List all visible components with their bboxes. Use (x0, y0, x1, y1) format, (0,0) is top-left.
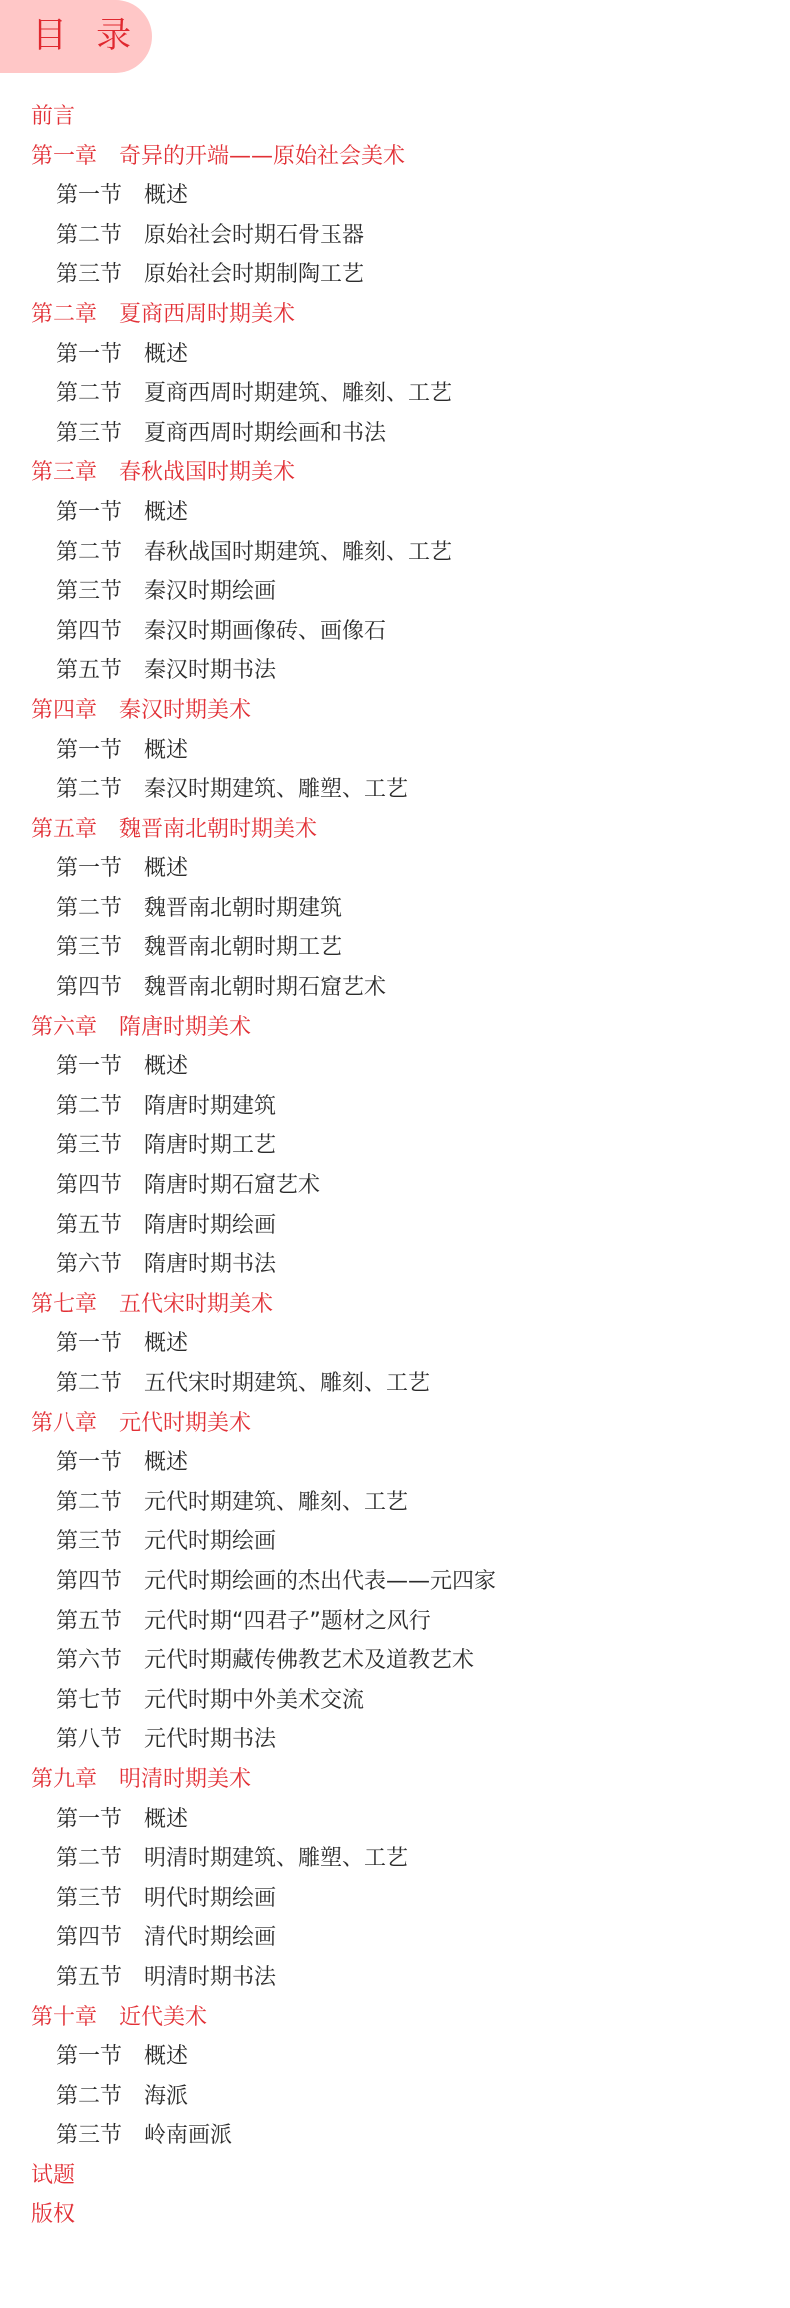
section-number: 第三节 (56, 1885, 123, 1911)
toc-section-link[interactable] (0, 1720, 790, 1760)
chapter-title: 明清时期美术 (119, 1766, 252, 1792)
chapter-title: 夏商西周时期美术 (119, 301, 296, 327)
section-title: 明代时期绘画 (144, 1885, 277, 1911)
toc-chapter-link[interactable] (0, 137, 790, 177)
toc-section-link[interactable] (0, 1047, 790, 1087)
chapter-title: 魏晋南北朝时期美术 (119, 816, 318, 842)
toc-section-link[interactable] (0, 572, 790, 612)
section-number: 第二节 (56, 539, 123, 565)
section-number: 第一节 (56, 856, 123, 882)
chapter-title: 奇异的开端——原始社会美术 (119, 143, 406, 169)
toc-section-link[interactable] (0, 889, 790, 929)
section-title: 概述 (144, 1331, 189, 1357)
toc-section-link[interactable] (0, 1245, 790, 1285)
section-title: 元代时期“四君子”题材之风行 (144, 1608, 431, 1634)
section-title: 元代时期书法 (144, 1727, 277, 1753)
toc-section-link[interactable] (0, 1364, 790, 1404)
toc-section-link[interactable] (0, 1918, 790, 1958)
toc-chapter-link[interactable] (0, 1008, 790, 1048)
section-number: 第一节 (56, 183, 123, 209)
section-number: 第三节 (56, 1529, 123, 1555)
toc-section-link[interactable] (0, 731, 790, 771)
toc-link-front-matter[interactable] (0, 2156, 790, 2196)
section-number: 第一节 (56, 737, 123, 763)
toc-section-link[interactable] (0, 1958, 790, 1998)
section-number: 第六节 (56, 1252, 123, 1278)
toc-section-link[interactable] (0, 2077, 790, 2117)
toc-section-link[interactable] (0, 1800, 790, 1840)
toc-list (0, 97, 790, 2235)
chapter-number: 第七章 (31, 1291, 98, 1317)
section-title: 概述 (144, 1054, 189, 1080)
toc-section-link[interactable] (0, 255, 790, 295)
toc-section-link[interactable] (0, 1166, 790, 1206)
toc-chapter-link[interactable] (0, 1998, 790, 2038)
section-title: 元代时期绘画 (144, 1529, 277, 1555)
toc-section-link[interactable] (0, 612, 790, 652)
chapter-number: 第三章 (31, 460, 98, 486)
toc-chapter-link[interactable] (0, 1285, 790, 1325)
section-title: 概述 (144, 1450, 189, 1476)
section-title: 秦汉时期建筑、雕塑、工艺 (144, 777, 409, 803)
toc-section-link[interactable] (0, 533, 790, 573)
section-number: 第一节 (56, 1331, 123, 1357)
chapter-title: 秦汉时期美术 (119, 697, 252, 723)
toc-section-link[interactable] (0, 1681, 790, 1721)
toc-section-link[interactable] (0, 176, 790, 216)
section-title: 概述 (144, 183, 189, 209)
section-number: 第三节 (56, 420, 123, 446)
section-title: 隋唐时期工艺 (144, 1133, 277, 1159)
chapter-number: 第四章 (31, 697, 98, 723)
toc-entry-title: 试题 (31, 2162, 76, 2188)
section-title: 海派 (144, 2083, 189, 2109)
section-title: 魏晋南北朝时期工艺 (144, 935, 343, 961)
section-title: 概述 (144, 737, 189, 763)
section-number: 第二节 (56, 1489, 123, 1515)
section-number: 第二节 (56, 895, 123, 921)
toc-section-link[interactable] (0, 414, 790, 454)
toc-section-link[interactable] (0, 2037, 790, 2077)
section-title: 秦汉时期画像砖、画像石 (144, 618, 387, 644)
toc-chapter-link[interactable] (0, 1404, 790, 1444)
chapter-number: 第六章 (31, 1014, 98, 1040)
toc-chapter-link[interactable] (0, 1760, 790, 1800)
section-title: 原始社会时期制陶工艺 (144, 262, 365, 288)
toc-section-link[interactable] (0, 335, 790, 375)
section-title: 隋唐时期绘画 (144, 1212, 277, 1238)
section-number: 第一节 (56, 341, 123, 367)
toc-chapter-link[interactable] (0, 295, 790, 335)
toc-entry-title: 前言 (31, 104, 76, 129)
section-number: 第三节 (56, 1133, 123, 1159)
toc-section-link[interactable] (0, 2116, 790, 2156)
toc-section-link[interactable] (0, 651, 790, 691)
section-title: 魏晋南北朝时期建筑 (144, 895, 343, 921)
toc-chapter-link[interactable] (0, 691, 790, 731)
section-number: 第五节 (56, 1212, 123, 1238)
section-number: 第二节 (56, 381, 123, 407)
section-number: 第一节 (56, 2044, 123, 2070)
section-number: 第四节 (56, 618, 123, 644)
section-title: 隋唐时期石窟艺术 (144, 1173, 321, 1199)
toc-section-link[interactable] (0, 1126, 790, 1166)
section-number: 第七节 (56, 1687, 123, 1713)
section-title: 明清时期建筑、雕塑、工艺 (144, 1846, 409, 1872)
chapter-number: 第八章 (31, 1410, 98, 1436)
section-title: 明清时期书法 (144, 1964, 277, 1990)
section-number: 第三节 (56, 2123, 123, 2149)
toc-chapter-link[interactable] (0, 810, 790, 850)
section-title: 元代时期中外美术交流 (144, 1687, 365, 1713)
section-number: 第一节 (56, 1054, 123, 1080)
section-number: 第一节 (56, 499, 123, 525)
toc-section-link[interactable] (0, 1602, 790, 1642)
toc-section-link[interactable] (0, 770, 790, 810)
section-number: 第二节 (56, 777, 123, 803)
section-number: 第一节 (56, 1806, 123, 1832)
section-number: 第二节 (56, 1371, 123, 1396)
section-number: 第一节 (56, 1450, 123, 1476)
toc-title: 目 录 (32, 16, 141, 56)
section-number: 第二节 (56, 1093, 123, 1119)
section-title: 元代时期藏传佛教艺术及道教艺术 (144, 1648, 475, 1674)
section-number: 第五节 (56, 1964, 123, 1990)
section-title: 概述 (144, 341, 189, 367)
toc-section-link[interactable] (0, 1206, 790, 1246)
section-title: 五代宋时期建筑、雕刻、工艺 (144, 1371, 431, 1396)
section-title: 隋唐时期书法 (144, 1252, 277, 1278)
section-title: 隋唐时期建筑 (144, 1093, 277, 1119)
section-title: 秦汉时期绘画 (144, 579, 277, 605)
toc-section-link[interactable] (0, 1087, 790, 1127)
toc-section-link[interactable] (0, 1483, 790, 1523)
chapter-title: 隋唐时期美术 (119, 1014, 252, 1040)
section-number: 第三节 (56, 579, 123, 605)
chapter-number: 第一章 (31, 143, 98, 169)
chapter-number: 第二章 (31, 301, 98, 327)
section-title: 魏晋南北朝时期石窟艺术 (144, 975, 387, 1001)
section-title: 清代时期绘画 (144, 1925, 277, 1951)
section-title: 夏商西周时期绘画和书法 (144, 420, 387, 446)
section-number: 第三节 (56, 935, 123, 961)
chapter-title: 元代时期美术 (119, 1410, 252, 1436)
section-title: 概述 (144, 499, 189, 525)
toc-section-link[interactable] (0, 1879, 790, 1919)
toc-section-link[interactable] (0, 968, 790, 1008)
toc-section-link[interactable] (0, 928, 790, 968)
toc-section-link[interactable] (0, 1522, 790, 1562)
chapter-number: 第五章 (31, 816, 98, 842)
toc-section-link[interactable] (0, 1641, 790, 1681)
chapter-title: 五代宋时期美术 (119, 1291, 274, 1317)
section-title: 概述 (144, 1806, 189, 1832)
toc-section-link[interactable] (0, 1839, 790, 1879)
section-title: 概述 (144, 2044, 189, 2070)
section-number: 第六节 (56, 1648, 123, 1674)
toc-section-link[interactable] (0, 1562, 790, 1602)
section-number: 第二节 (56, 222, 123, 248)
section-number: 第四节 (56, 975, 123, 1001)
toc-entry-title: 版权 (31, 2202, 76, 2228)
chapter-title: 近代美术 (119, 2004, 208, 2030)
chapter-number: 第九章 (31, 1766, 98, 1792)
chapter-title: 春秋战国时期美术 (119, 460, 296, 486)
section-title: 原始社会时期石骨玉器 (144, 222, 365, 248)
section-title: 元代时期绘画的杰出代表——元四家 (144, 1568, 497, 1594)
toc-section-link[interactable] (0, 849, 790, 889)
toc-link-front-matter[interactable] (0, 2195, 790, 2235)
section-number: 第五节 (56, 1608, 123, 1634)
section-title: 春秋战国时期建筑、雕刻、工艺 (144, 539, 453, 565)
toc-link-front-matter[interactable] (0, 97, 790, 137)
section-number: 第二节 (56, 1846, 123, 1872)
section-title: 概述 (144, 856, 189, 882)
toc-section-link[interactable] (0, 1324, 790, 1364)
section-number: 第四节 (56, 1925, 123, 1951)
chapter-number: 第十章 (31, 2004, 98, 2030)
section-number: 第四节 (56, 1173, 123, 1199)
toc-chapter-link[interactable] (0, 453, 790, 493)
section-title: 夏商西周时期建筑、雕刻、工艺 (144, 381, 453, 407)
toc-header-banner (0, 0, 152, 73)
section-title: 秦汉时期书法 (144, 658, 277, 684)
toc-section-link[interactable] (0, 1443, 790, 1483)
toc-section-link[interactable] (0, 216, 790, 256)
section-title: 岭南画派 (144, 2123, 233, 2149)
section-number: 第八节 (56, 1727, 123, 1753)
toc-section-link[interactable] (0, 374, 790, 414)
section-number: 第二节 (56, 2083, 123, 2109)
toc-section-link[interactable] (0, 493, 790, 533)
section-number: 第三节 (56, 262, 123, 288)
section-number: 第五节 (56, 658, 123, 684)
section-number: 第四节 (56, 1568, 123, 1594)
section-title: 元代时期建筑、雕刻、工艺 (144, 1489, 409, 1515)
